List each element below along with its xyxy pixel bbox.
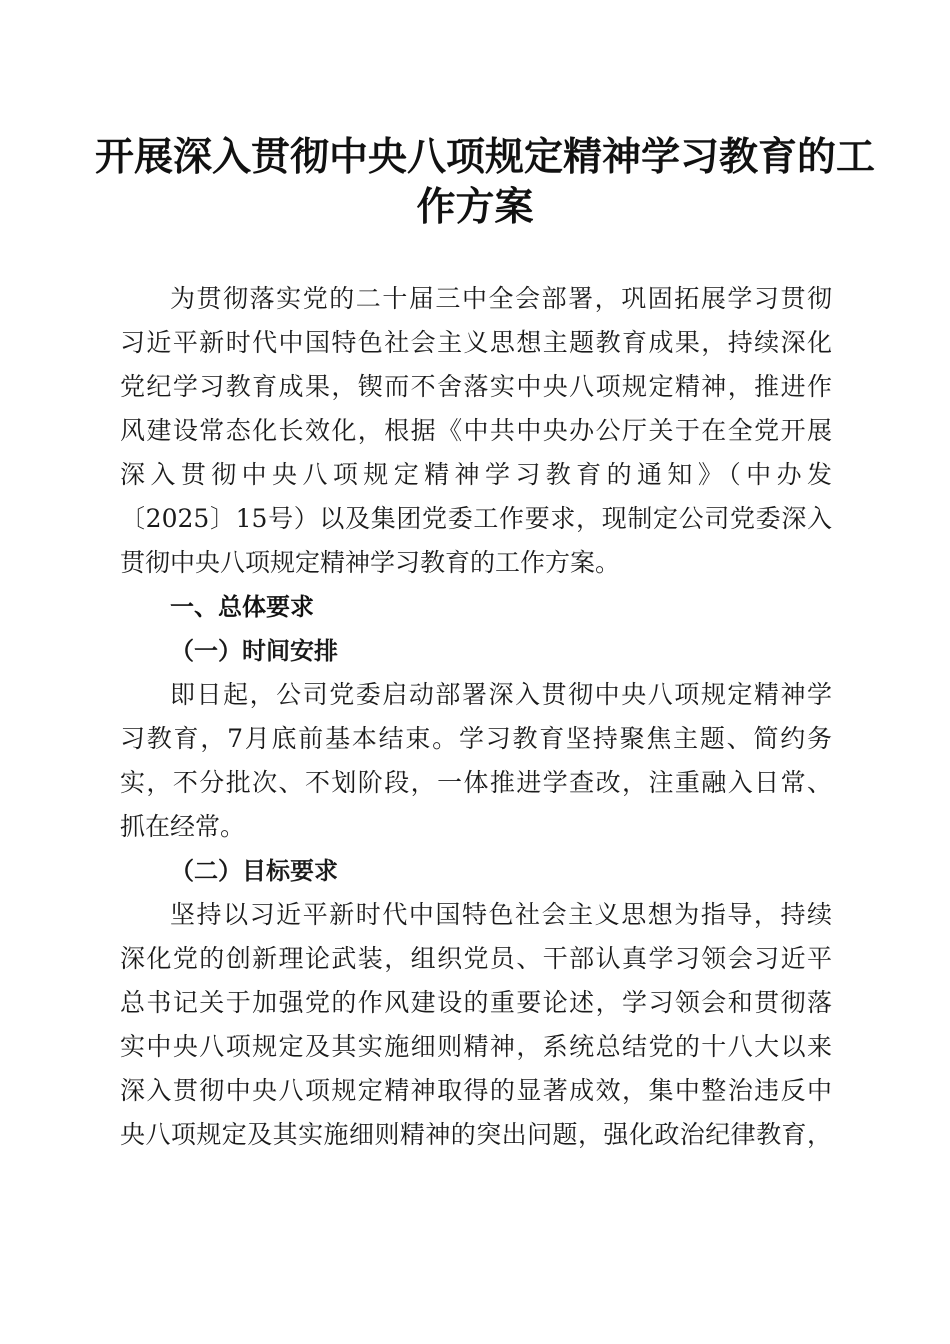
paragraph-line: 总书记关于加强党的作风建设的重要论述，学习领会和贯彻落 — [120, 988, 832, 1017]
paragraph-line: 深入贯彻中央八项规定精神学习教育的通知》（中办发 — [120, 460, 832, 489]
paragraph-line: 实，不分批次、不划阶段，一体推进学查改，注重融入日常、 — [120, 768, 832, 797]
goals-paragraph — [120, 893, 832, 1157]
document-title-line-1: 开展深入贯彻中央八项规定精神学习教育的工 — [95, 134, 876, 180]
paragraph-line: 深化党的创新理论武装，组织党员、干部认真学习领会习近平 — [120, 944, 832, 973]
document-body — [120, 277, 832, 1157]
section-heading-overall-requirements: 一、总体要求 — [170, 593, 314, 621]
paragraph-line: 习近平新时代中国特色社会主义思想主题教育成果，持续深化 — [120, 328, 832, 357]
intro-paragraph — [120, 277, 832, 585]
paragraph-line: 实中央八项规定及其实施细则精神，系统总结党的十八大以来 — [120, 1032, 832, 1061]
paragraph-line: 坚持以习近平新时代中国特色社会主义思想为指导，持续 — [170, 900, 832, 929]
document-title-line-2: 作方案 — [416, 184, 534, 230]
paragraph-line: 为贯彻落实党的二十届三中全会部署，巩固拓展学习贯彻 — [170, 284, 832, 313]
paragraph-line: 〔2025〕15号）以及集团党委工作要求，现制定公司党委深入 — [120, 504, 832, 533]
paragraph-line: 深入贯彻中央八项规定精神取得的显著成效，集中整治违反中 — [120, 1076, 832, 1105]
paragraph-line: 央八项规定及其实施细则精神的突出问题，强化政治纪律教育， — [120, 1120, 832, 1149]
paragraph-line: 党纪学习教育成果，锲而不舍落实中央八项规定精神，推进作 — [120, 372, 832, 401]
paragraph-line: 即日起，公司党委启动部署深入贯彻中央八项规定精神学 — [170, 680, 832, 709]
document-title — [95, 132, 876, 232]
paragraph-line: 贯彻中央八项规定精神学习教育的工作方案。 — [120, 548, 621, 577]
schedule-paragraph — [120, 673, 832, 849]
paragraph-line: 风建设常态化长效化，根据《中共中央办公厅关于在全党开展 — [120, 416, 832, 445]
paragraph-line: 抓在经常。 — [120, 812, 246, 841]
subsection-heading-schedule: （一）时间安排 — [170, 636, 338, 665]
subsection-heading-goals: （二）目标要求 — [170, 856, 338, 885]
paragraph-line: 习教育，7月底前基本结束。学习教育坚持聚焦主题、简约务 — [120, 724, 832, 753]
